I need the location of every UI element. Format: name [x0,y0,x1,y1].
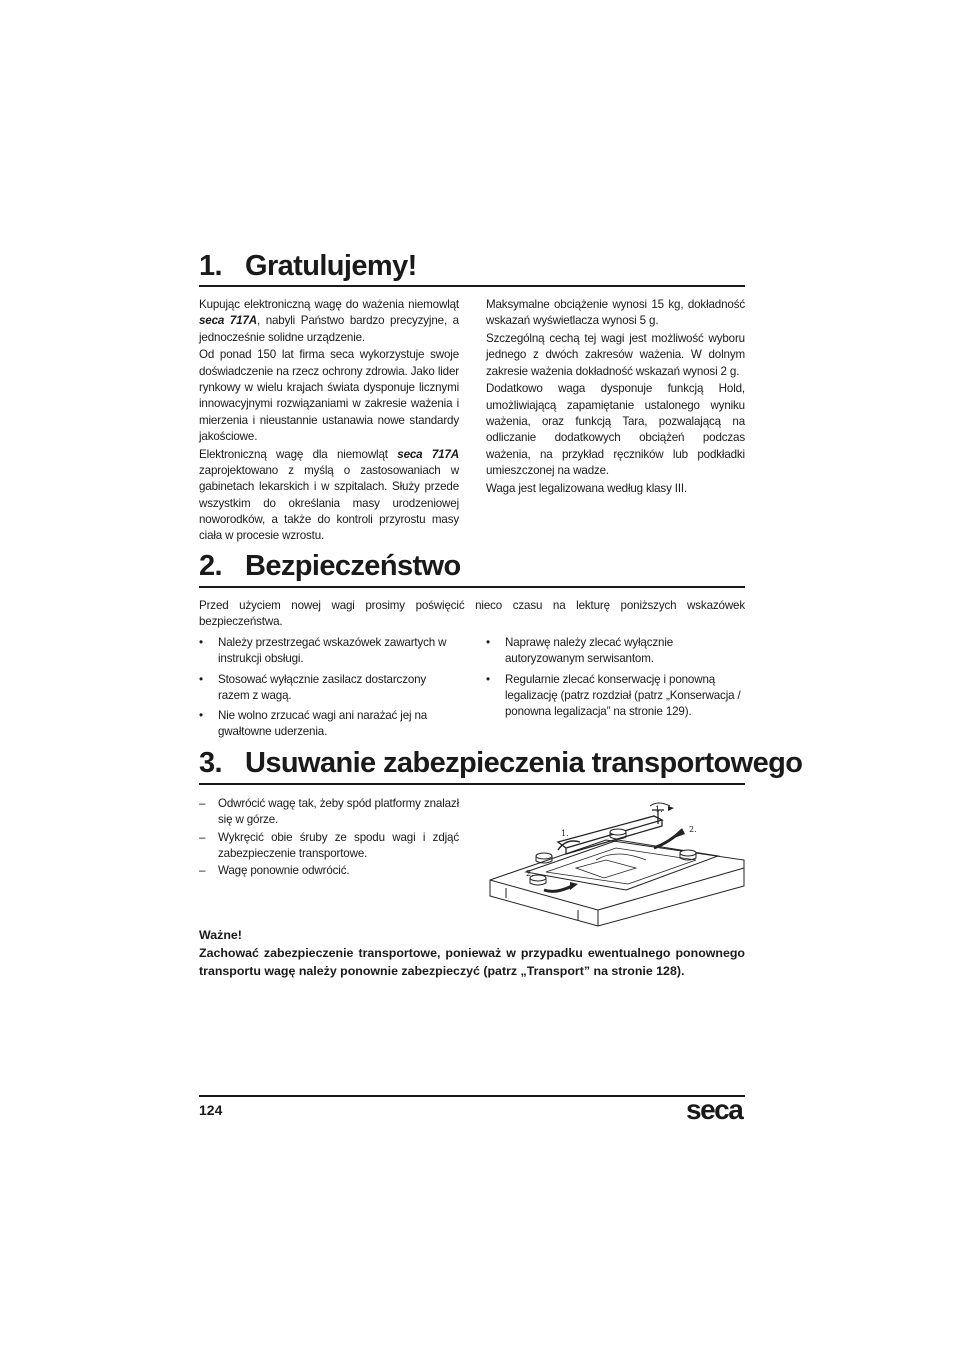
section-number: 3. [199,747,222,779]
safety-intro [199,598,745,632]
section-2-heading [199,549,745,583]
safety-intro-text: Przed użyciem nowej wagi prosimy poświęcić nieco czasu na lekturę poniższych wskazówek bezpieczeństwa. [199,599,745,629]
footer-rule [199,1095,745,1097]
dash: – [199,797,206,810]
intro-paragraph: Dodatkowo waga dysponuje funkcją Hold, umożliwiającą zapamiętanie ustalonego wyniku ważenia, oraz funkcją Tara, pozwalającą na odliczanie dodatkowych obciążeń podczas ważenia, na przykład ręczników lub podkładki umieszczonej na wadze. [486,382,745,477]
figure-label: 2. [526,869,534,878]
bullet: • [199,709,203,723]
text: zaprojektowano z myślą o zastosowaniach w gabinetach lekarskich i w szpitalach. Służy przede wszystkim do określania masy urodzeniowej noworodków, a także do kontroli przyrostu masy ciała w procesie wzrostu. [199,463,459,543]
intro-left-column [199,297,459,546]
text: , nabyli Państwo bardzo precyzyjne, a jednocześnie solidne urządzenie. [199,314,459,344]
list-item-text: Regularnie zlecać konserwację i ponowną legalizację (patrz rozdział (patrz „Konserwacja / ponowna legalizacja” na stronie 129). [505,672,741,719]
dash: – [199,864,206,878]
section-number: 2. [199,550,222,582]
section-3-heading [199,746,803,780]
transport-lock-figure [486,798,748,932]
list-item-text: Należy przestrzegać wskazówek zawartych w instrukcji obsługi. [218,636,447,666]
section-rule [199,285,745,287]
text: Kupując elektroniczną wagę do ważenia niemowląt [199,298,459,311]
figure-label: 1. [655,805,663,814]
section-title: Usuwanie zabezpieczenia transportowego [245,747,803,779]
transport-steps [199,796,459,880]
section-number: 1. [199,250,222,282]
figure-label: 2. [689,825,697,834]
model-name: seca 717A [199,314,257,328]
safety-list-left [199,635,459,745]
bullet: • [199,636,203,649]
important-text: Zachować zabezpieczenie transportowe, ponieważ w przypadku ewentualnego ponownego transportu wagę należy ponownie zabezpieczyć (patrz „Transport” na stronie 128). [199,946,745,978]
intro-paragraph [199,447,459,545]
figure-label: 1. [561,829,569,838]
list-item-text: Stosować wyłącznie zasilacz dostarczony razem z wagą. [218,672,427,702]
important-note [199,926,745,980]
list-item-text: Naprawę należy zlecać wyłącznie autoryzowanym serwisantom. [505,636,674,666]
list-item [199,672,459,705]
important-heading: Ważne! [199,928,242,942]
intro-paragraph: Szczególną cechą tej wagi jest możliwość wyboru jednego z dwóch zakresów ważenia. W dolnym zakresie ważenia dokładność wskazań wynosi 2 g. [486,332,745,378]
list-item [199,796,459,829]
seca-logo: seca [686,1094,743,1125]
list-item-text: Nie wolno zrzucać wagi ani narażać jej na gwałtowne uderzenia. [218,709,428,739]
intro-right-column [486,297,745,499]
list-item [199,635,459,668]
page-number: 124 [199,1102,223,1118]
list-item-text: Odwrócić wagę tak, żeby spód platformy znalazł się w górze. [218,797,459,827]
intro-paragraph: Od ponad 150 lat firma seca wykorzystuje swoje doświadczenie na rzecz ochrony zdrowia. Jako lider rynkowy w wielu krajach świata dysponuje licznymi innowacyjnymi rozwiązaniami w zakresie ważenia i mierzenia i nieustannie ustanawia nowe standardy jakościowe. [199,348,459,443]
list-item [199,863,459,879]
list-item [199,830,459,863]
section-rule [199,586,745,588]
model-name: seca 717A [397,447,459,461]
bullet: • [486,636,490,649]
intro-paragraph: Waga jest legalizowana według klasy III. [486,481,688,495]
bullet: • [199,672,203,686]
list-item-text: Wagę ponownie odwrócić. [218,864,350,878]
list-item [486,672,745,721]
safety-list-right [486,635,745,724]
section-title: Bezpieczeństwo [245,550,461,582]
dash: – [199,830,206,844]
bullet: • [486,672,490,686]
list-item [486,635,745,668]
section-1-heading [199,249,745,283]
list-item-text: Wykręcić obie śruby ze spodu wagi i zdjąć zabezpieczenie transportowe. [218,830,459,860]
intro-paragraph: Maksymalne obciążenie wynosi 15 kg, dokładność wskazań wyświetlacza wynosi 5 g. [486,298,745,328]
section-title: Gratulujemy! [245,250,417,282]
intro-paragraph [199,297,459,346]
text: Elektroniczną wagę dla niemowląt [199,447,398,461]
section-rule [199,783,745,785]
list-item [199,708,459,741]
